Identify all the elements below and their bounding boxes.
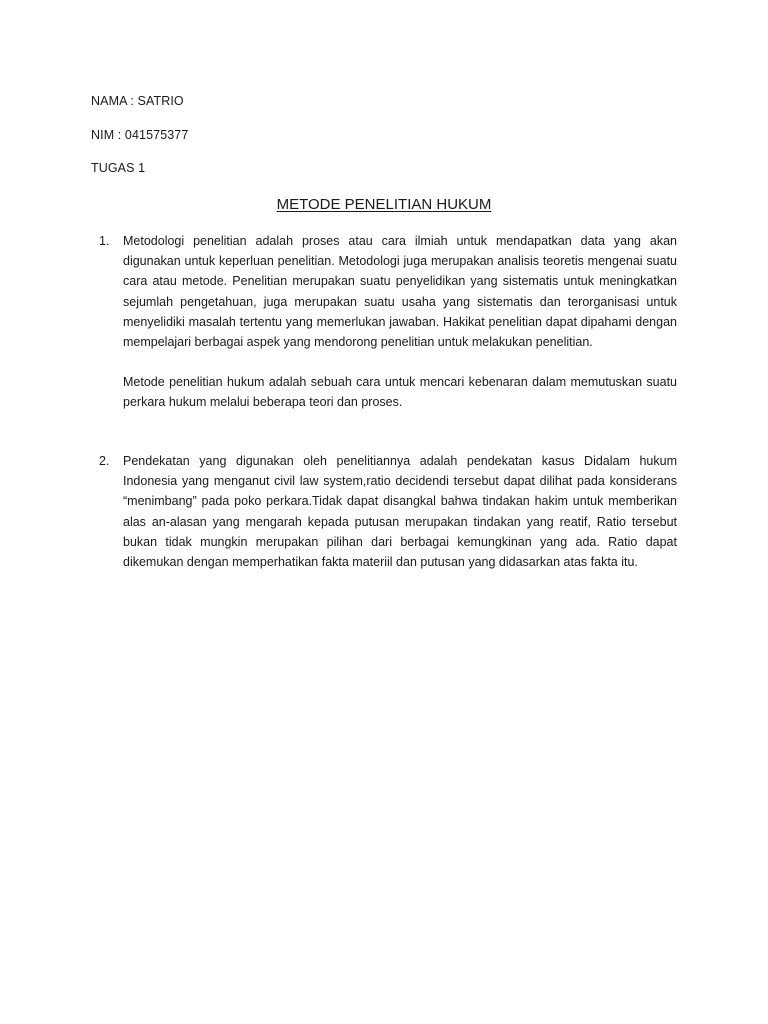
list-item bbox=[99, 231, 677, 413]
list-number: 1. bbox=[99, 234, 110, 248]
task-label: TUGAS 1 bbox=[91, 161, 146, 175]
paragraph: Metodologi penelitian adalah proses atau cara ilmiah untuk mendapatkan data yang akan digunakan untuk keperluan penelitian. Metodologi juga merupakan analisis teoretis mengenai suatu cara atau metode. Penelitian merupakan suatu penyelidikan yang sistematis untuk meningkatkan sejumlah pengetahuan, juga merupakan suatu usaha yang sistematis dan terorganisasi untuk menyelidiki masalah tertentu yang memerlukan jawaban. Hakikat penelitian dapat dipahami dengan mempelajari berbagai aspek yang mendorong penelitian untuk melakukan penelitian. bbox=[123, 234, 677, 350]
paragraph: Metode penelitian hukum adalah sebuah cara untuk mencari kebenaran dalam memutuskan suatu perkara hukum melalui beberapa teori dan proses. bbox=[123, 375, 677, 410]
list-item bbox=[99, 451, 677, 572]
paragraph: Pendekatan yang digunakan oleh penelitiannya adalah pendekatan kasus Didalam hukum Indonesia yang menganut civil law system,ratio decidendi tersebut dapat dilihat pada konsiderans “menimbang” pada poko perkara.Tidak dapat disangkal bahwa tindakan hakim untuk memberikan alas an-alasan yang mengarah kepada putusan merupakan tindakan yang reatif, Ratio tersebut bukan tidak mungkin merupakan pilihan dari berbagai kemungkinan yang ada. Ratio dapat dikemukan dengan memperhatikan fakta materiil dan putusan yang didasarkan atas fakta itu. bbox=[123, 454, 677, 570]
list-number: 2. bbox=[99, 454, 110, 468]
student-name: NAMA : SATRIO bbox=[91, 94, 184, 108]
document-title: METODE PENELITIAN HUKUM bbox=[276, 196, 492, 213]
student-nim: NIM : 041575377 bbox=[91, 128, 189, 142]
list-item-body bbox=[123, 451, 677, 572]
list-item-body bbox=[123, 231, 677, 413]
